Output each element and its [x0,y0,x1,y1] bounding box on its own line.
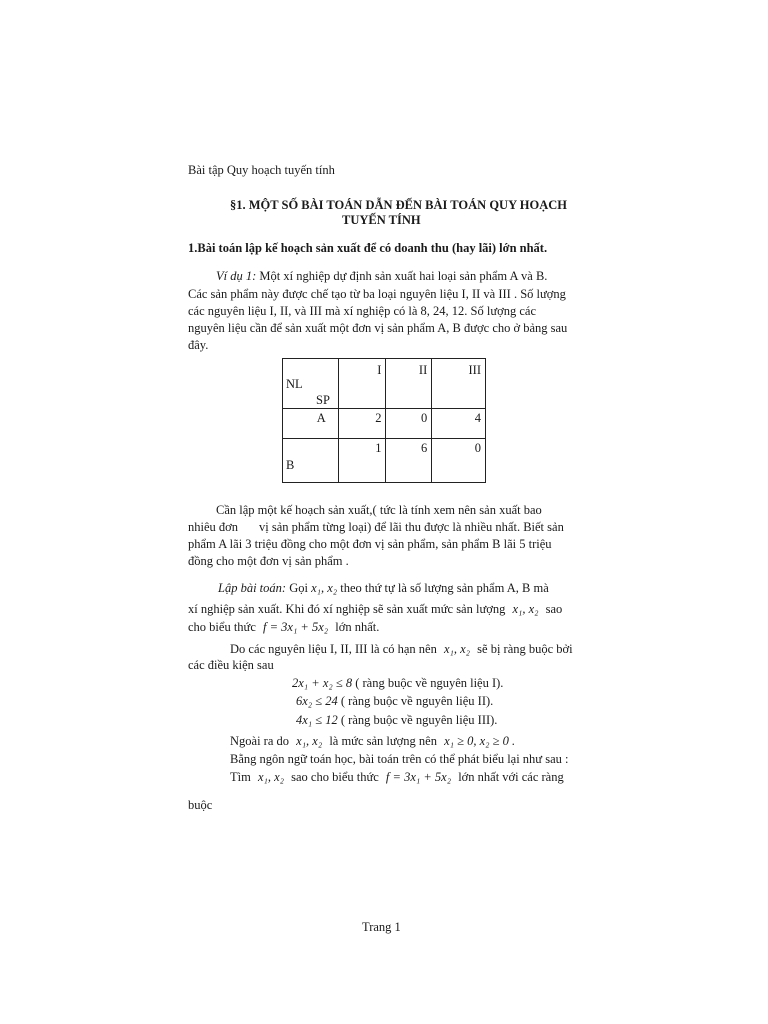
value-a-2: 0 [420,411,428,425]
formulation-line3 [188,619,379,636]
formulation-text: cho biểu thức [188,620,256,634]
formulation-line5: các điều kiện sau [188,658,274,672]
example-line2: Các sản phẩm này được chế tạo từ ba loại nguyên liệu I, II và III . Số lượng [188,287,566,301]
example-line3: các nguyên liệu I, II, và III mà xí nghiệp có là 8, 24, 12. Số lượng các [188,304,536,318]
constraint-math: 6x₂ ≤ 24 [296,694,338,708]
materials-table [282,358,486,483]
formulation-line4 [230,641,573,658]
formulation-text: sẽ bị ràng buộc bởi [477,642,573,656]
variables-math: x₁, x₂ [257,770,285,784]
plan-line4: đồng cho một đơn vị sản phẩm . [188,554,349,568]
formulation-label: Lập bài toán: [218,581,287,595]
formulation-line2 [188,601,562,618]
nonnegativity-math: x₁ ≥ 0, x₂ ≥ 0 . [444,734,516,748]
formulation-text: lớn nhất. [335,620,380,634]
row-label-b: B [286,458,295,472]
value-a-1: 2 [375,411,382,425]
formulation-line9: buộc [188,798,213,812]
col-header-3: III [468,363,481,377]
variables-math: x₁, x₂ [311,581,338,595]
col-header-cell [432,359,486,409]
formulation-text: lớn nhất với các ràng [458,770,564,784]
col-header-cell [386,359,432,409]
formulation-line1 [218,580,549,597]
constraint-math: 2x₁ + x₂ ≤ 8 [292,676,353,690]
constraint-note: ( ràng buộc về nguyên liệu III). [340,713,498,727]
formulation-text: Tìm [230,770,251,784]
corner-label-sp: SP [316,393,330,407]
table-row [283,439,486,483]
table-cell [432,409,486,439]
plan-line3: phẩm A lãi 3 triệu đồng cho một đơn vị sản phẩm, sản phẩm B lãi 5 triệu [188,537,552,551]
example-text: Một xí nghiệp dự định sản xuất hai loại sản phẩm A và B. [259,269,548,283]
row-label-cell [283,439,339,483]
corner-label-nl: NL [286,377,303,391]
plan-line1: Cần lập một kế hoạch sản xuất,( tức là tính xem nên sản xuất bao [216,503,542,517]
table-corner-cell [283,359,339,409]
formulation-text: theo thứ tự là số lượng sản phẩm A, B mà [340,581,549,595]
plan-line2a: nhiêu đơn [188,520,239,534]
section-title-line2: TUYẾN TÍNH [342,213,421,227]
row-label-cell [283,409,339,439]
page-header: Bài tập Quy hoạch tuyến tính [188,163,335,177]
table-row [283,409,486,439]
value-a-3: 4 [474,411,481,425]
formulation-line6 [230,733,515,750]
formulation-text: sao [545,602,563,616]
objective-math: f = 3x₁ + 5x₂ [263,620,329,634]
value-b-3: 0 [474,441,481,455]
constraint-note: ( ràng buộc về nguyên liệu I). [355,676,504,690]
constraint-note: ( ràng buộc về nguyên liệu II). [340,694,494,708]
value-b-2: 6 [420,441,428,455]
example-line5: đây. [188,338,209,352]
variables-math: x₁, x₂ [443,642,471,656]
constraint-math: 4x₁ ≤ 12 [296,713,338,727]
example-line4: nguyên liệu cần để sản xuất một đơn vị sản phẩm A, B được cho ở bảng sau [188,321,568,335]
formulation-text: Gọi [289,581,308,595]
example-line1 [216,268,547,285]
formulation-text: là mức sản lượng nên [329,734,437,748]
formulation-line7: Bằng ngôn ngữ toán học, bài toán trên có thể phát biểu lại như sau : [230,752,569,766]
table-cell [338,409,386,439]
constraint-1 [292,675,503,692]
constraint-2 [296,693,493,710]
formulation-text: sao cho biểu thức [291,770,379,784]
row-label-a: A [316,411,326,425]
variables-math: x₁, x₂ [296,734,323,748]
table-cell [432,439,486,483]
formulation-text: xí nghiệp sản xuất. Khi đó xí nghiệp sẽ sản xuất mức sản lượng [188,602,506,616]
table-cell [386,439,432,483]
formulation-text: Do các nguyên liệu I, II, III là có hạn nên [230,642,437,656]
value-b-1: 1 [375,441,382,455]
objective-math: f = 3x₁ + 5x₂ [385,770,452,784]
subsection-heading: 1.Bài toán lập kế hoạch sản xuất để có doanh thu (hay lãi) lớn nhất. [188,241,548,255]
formulation-line8 [230,769,564,786]
example-label: Ví dụ 1: [216,269,257,283]
constraint-3 [296,712,497,729]
section-title-line1: §1. MỘT SỐ BÀI TOÁN DẪN ĐẾN BÀI TOÁN QUY HOẠCH [230,198,567,212]
table-cell [338,439,386,483]
page-number: Trang 1 [362,920,401,934]
plan-line2b: vị sản phẩm từng loại) để lãi thu được là nhiều nhất. Biết sản [259,520,564,534]
table-cell [386,409,432,439]
variables-math: x₁, x₂ [512,602,539,616]
col-header-1: I [377,363,382,377]
table-header-row [283,359,486,409]
col-header-cell [338,359,386,409]
col-header-2: II [418,363,428,377]
formulation-text: Ngoài ra do [230,734,290,748]
